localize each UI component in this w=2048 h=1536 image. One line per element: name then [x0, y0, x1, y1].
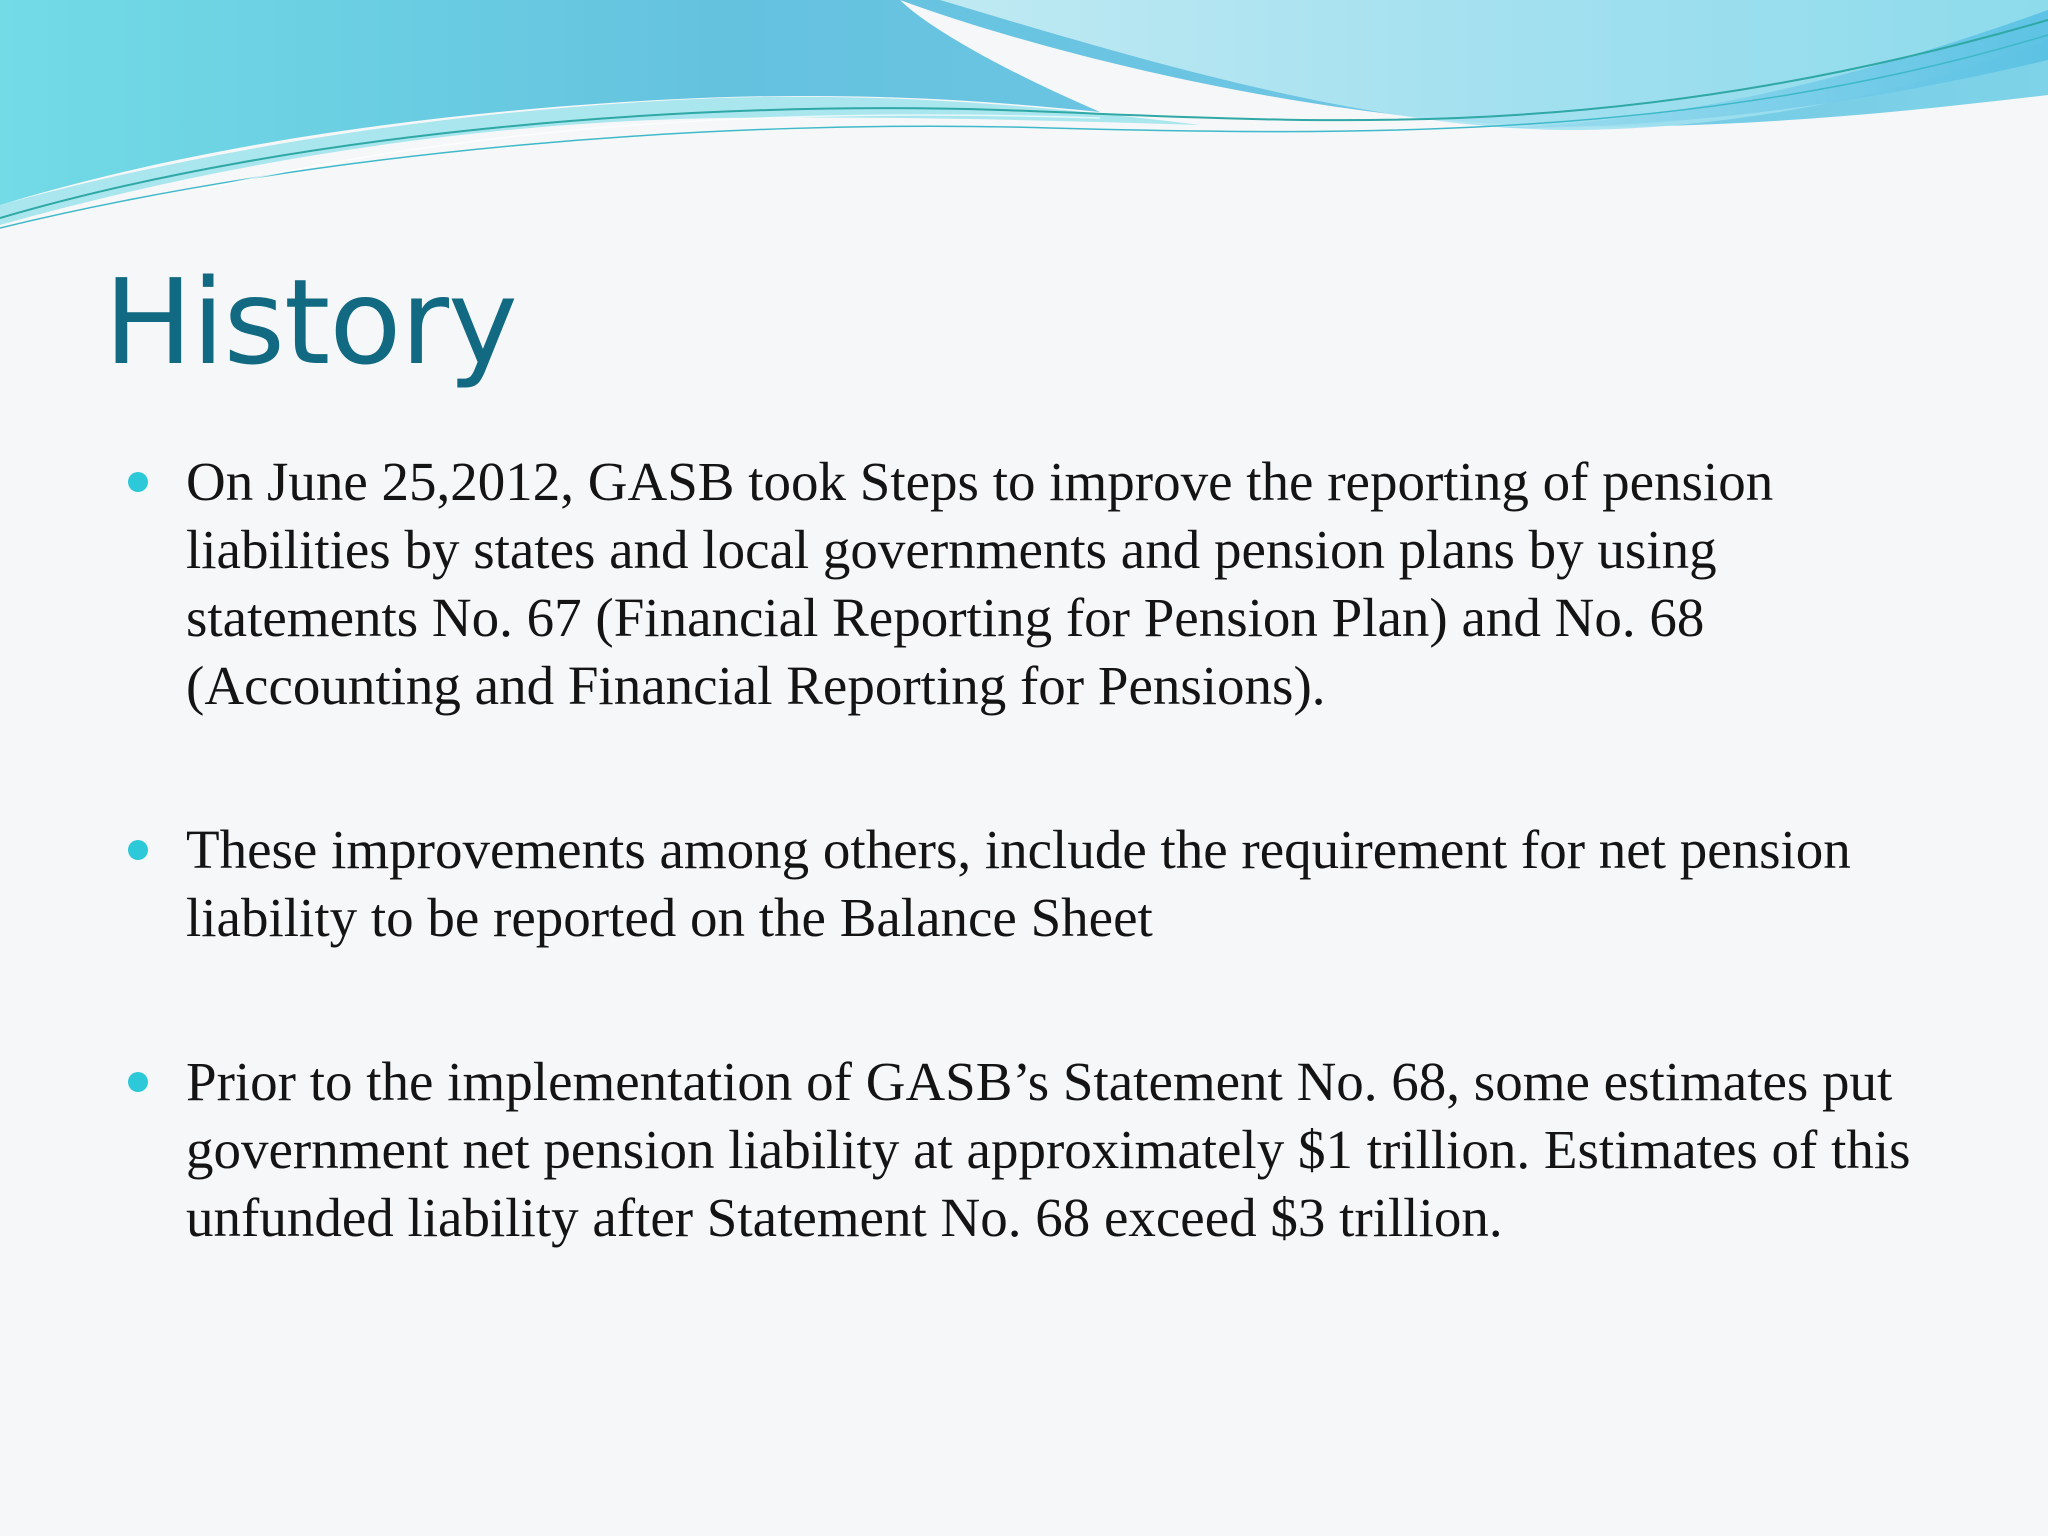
- bullet-dot-icon: [128, 1072, 148, 1092]
- bullet-text: Prior to the implementation of GASB’s Statement No. 68, some estimates put government net pension liability at approximately $1 trillion. Estimates of this unfunded liability after Statement No. 68 exceed $3 trillion.: [186, 1051, 1911, 1248]
- wave-header-decoration: [0, 0, 2048, 240]
- bullet-text: These improvements among others, include the requirement for net pension liability to be reported on the Balance Sheet: [186, 819, 1851, 948]
- bullet-item: [120, 1048, 1920, 1252]
- bullet-dot-icon: [128, 840, 148, 860]
- bullet-text: On June 25,2012, GASB took Steps to improve the reporting of pension liabilities by states and local governments and pension plans by using statements No. 67 (Financial Reporting for Pension Plan) and No. 68 (Accounting and Financial Reporting for Pensions).: [186, 451, 1774, 716]
- bullet-dot-icon: [128, 472, 148, 492]
- bullet-item: [120, 816, 1920, 952]
- bullet-list: [120, 448, 1920, 1252]
- bullet-item: [120, 448, 1920, 720]
- slide-title: History: [104, 253, 517, 391]
